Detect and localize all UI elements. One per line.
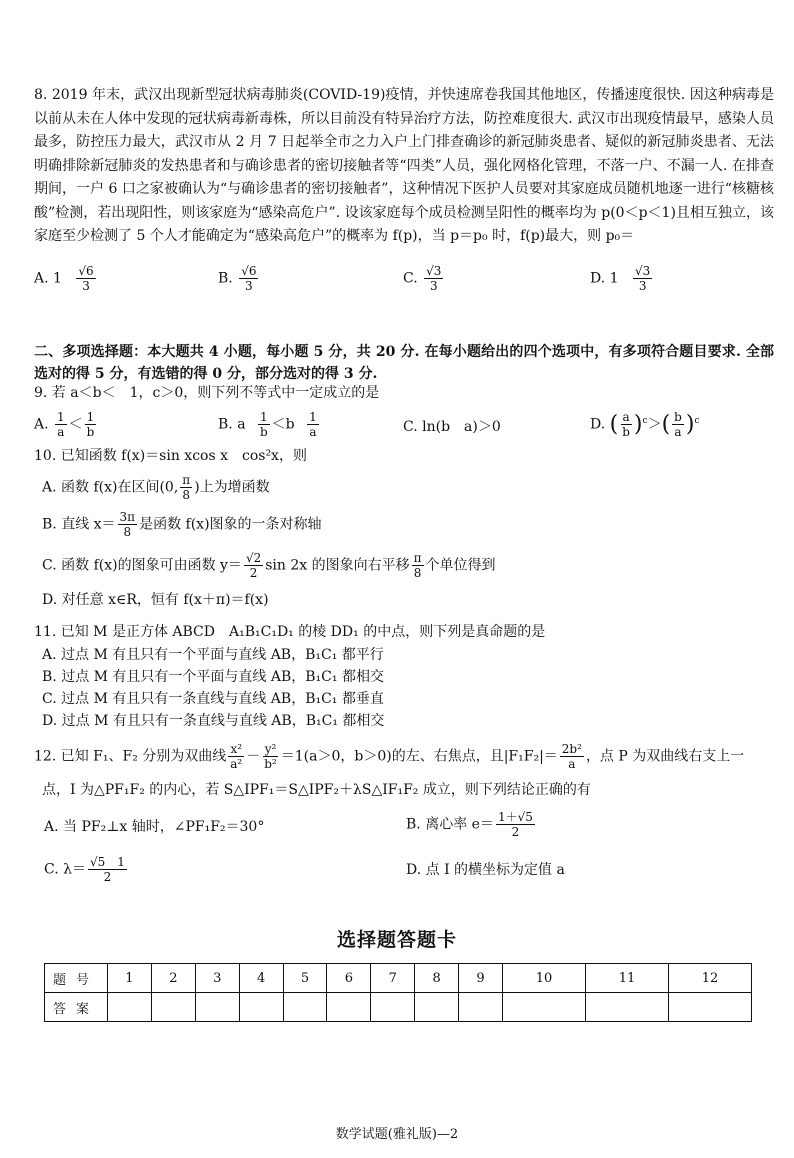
answer-cell[interactable] — [151, 993, 195, 1022]
answer-card-number: 4 — [239, 964, 283, 993]
q11-option-b: B. 过点 M 有且只有一个平面与直线 AB，B₁C₁ 都相交 — [42, 669, 384, 685]
answer-cell[interactable] — [195, 993, 239, 1022]
answer-card-number: 8 — [415, 964, 459, 993]
answer-cell[interactable] — [108, 993, 152, 1022]
q8-option-d: D. 1 $\frac{√3}{3}$ — [590, 264, 651, 293]
answer-cell[interactable] — [415, 993, 459, 1022]
answer-cell[interactable] — [586, 993, 669, 1022]
q11-option-c: C. 过点 M 有且只有一条直线与直线 AB，B₁C₁ 都垂直 — [42, 691, 384, 707]
q8-option-a: A. 1 $\frac{√6}{3}$ — [34, 264, 94, 293]
answer-card-number-label: 题号 — [45, 964, 108, 993]
q9-option-d: D. ( $\frac{a}{b}$ )$^c$＞( $\frac{b}{a}$ )$^c$ — [590, 410, 700, 439]
answer-cell[interactable] — [239, 993, 283, 1022]
answer-card-table — [44, 963, 752, 1022]
q8-option-c: C. $\frac{√3}{3}$ — [403, 264, 442, 293]
q10-option-a: A. 函数 f(x)在区间(0, $\frac{\pi}{8}$ )上为增函数 — [42, 473, 270, 502]
q10-option-b: B. 直线 x＝ $\frac{3\pi}{8}$ 是函数 f(x)图象的一条对称轴 — [42, 510, 322, 539]
q10-option-c: C. 函数 f(x)的图象可由函数 y＝ $\frac{√2}{2}$ sin 2x 的图象向右平移 $\frac{\pi}{8}$ 个单位得到 — [42, 551, 496, 580]
q12-option-a: A. 当 PF₂⊥x 轴时，∠PF₁F₂＝30° — [44, 819, 265, 835]
q12-option-c: C. λ＝ $\frac{√5 1}{2}$ — [44, 855, 125, 884]
question-9-stem: 9. 若 a＜b＜ 1，c＞0，则下列不等式中一定成立的是 — [34, 385, 380, 401]
q9-option-c: C. ln(b a)＞0 — [403, 419, 501, 435]
answer-card-number: 9 — [459, 964, 503, 993]
answer-card-number-row — [45, 964, 752, 993]
q11-option-a: A. 过点 M 有且只有一个平面与直线 AB，B₁C₁ 都平行 — [42, 647, 384, 663]
question-8-stem: 8. 2019 年末，武汉出现新型冠状病毒肺炎(COVID-19)疫情，并快速席卷我国其他地区，传播速度很快. 因这种病毒是以前从未在人体中发现的冠状病毒新毒株，所以目前没有特异治疗方法，防控难度很大. 武汉市出现疫情最早，感染人员最多，防控压力最大，武汉市从 2 月 7 日起举全市之力入户上门排查确诊的新冠肺炎患者、疑似的新冠肺炎患者、无法明确排除新冠肺炎的发热患者和与确诊患者的密切接触者等“四类”人员，强化网格化管理，不落一户、不漏一人. 在排查期间，一户 6 口之家被确认为“与确诊患者的密切接触者”，这种情况下医护人员要对其家庭成员随机地逐一进行“核糖核酸”检测，若出现阳性，则该家庭为“感染高危户”. 设该家庭每个成员检测呈阳性的概率均为 p(0＜p＜1)且相互独立，该家庭至少检测了 5 个人才能确定为“感染高危户”的概率为 f(p)，当 p＝p₀ 时，f(p)最大，则 p₀＝ — [34, 87, 774, 244]
q12-option-b: B. 离心率 e＝ $\frac{1+√5}{2}$ — [406, 810, 533, 839]
question-12-line-1: 12. 已知 F₁、F₂ 分别为双曲线 $\frac{\text{x²}}{\text{a²}}$ － $\frac{\text{y²}}{\text{b²}}$ ＝1(a＞0，b＞0)的左、右焦点，且|F₁F₂|＝ $\frac{\text{2b²}}{a}$ ，点 P 为双曲线右支上一 — [34, 742, 745, 771]
answer-cell[interactable] — [327, 993, 371, 1022]
answer-card-number: 7 — [371, 964, 415, 993]
answer-card-answer-row — [45, 993, 752, 1022]
answer-card-number: 11 — [586, 964, 669, 993]
answer-card-number: 5 — [283, 964, 327, 993]
q12-option-d: D. 点 I 的横坐标为定值 a — [406, 862, 565, 878]
answer-card-number: 6 — [327, 964, 371, 993]
answer-card-number: 10 — [503, 964, 586, 993]
answer-cell[interactable] — [503, 993, 586, 1022]
q8-option-b: B. $\frac{√6}{3}$ — [218, 264, 257, 293]
q9-option-b: B. a $\frac{1}{b}$ ＜b $\frac{1}{a}$ — [218, 410, 317, 439]
q11-option-d: D. 过点 M 有且只有一条直线与直线 AB，B₁C₁ 都相交 — [42, 713, 385, 729]
page-footer: 数学试题(雅礼版)—2 — [335, 1127, 459, 1142]
answer-card-answer-label: 答案 — [45, 993, 108, 1022]
q9-option-a: A. $\frac{1}{a}$ ＜ $\frac{1}{b}$ — [34, 410, 95, 439]
answer-cell[interactable] — [371, 993, 415, 1022]
answer-card-number: 3 — [195, 964, 239, 993]
question-12-line-2: 点，I 为△PF₁F₂ 的内心，若 S△IPF₁＝S△IPF₂＋λS△IF₁F₂ 成立，则下列结论正确的有 — [42, 782, 591, 798]
section-2-heading: 二、多项选择题：本大题共 4 小题，每小题 5 分，共 20 分. 在每小题给出的四个选项中，有多项符合题目要求. 全部选对的得 5 分，有选错的得 0 分，部分选对的得 3 分. — [34, 344, 774, 382]
answer-cell[interactable] — [668, 993, 751, 1022]
answer-card-number: 1 — [108, 964, 152, 993]
answer-card-title: 选择题答题卡 — [336, 929, 457, 951]
answer-cell[interactable] — [283, 993, 327, 1022]
answer-card-number: 12 — [668, 964, 751, 993]
q10-option-d: D. 对任意 x∈R，恒有 f(x＋π)＝f(x) — [42, 592, 269, 608]
question-11-stem: 11. 已知 M 是正方体 ABCD A₁B₁C₁D₁ 的棱 DD₁ 的中点，则下列是真命题的是 — [34, 624, 546, 640]
answer-card-number: 2 — [151, 964, 195, 993]
question-10-stem: 10. 已知函数 f(x)＝sin xcos x cos²x，则 — [34, 448, 307, 464]
answer-cell[interactable] — [459, 993, 503, 1022]
